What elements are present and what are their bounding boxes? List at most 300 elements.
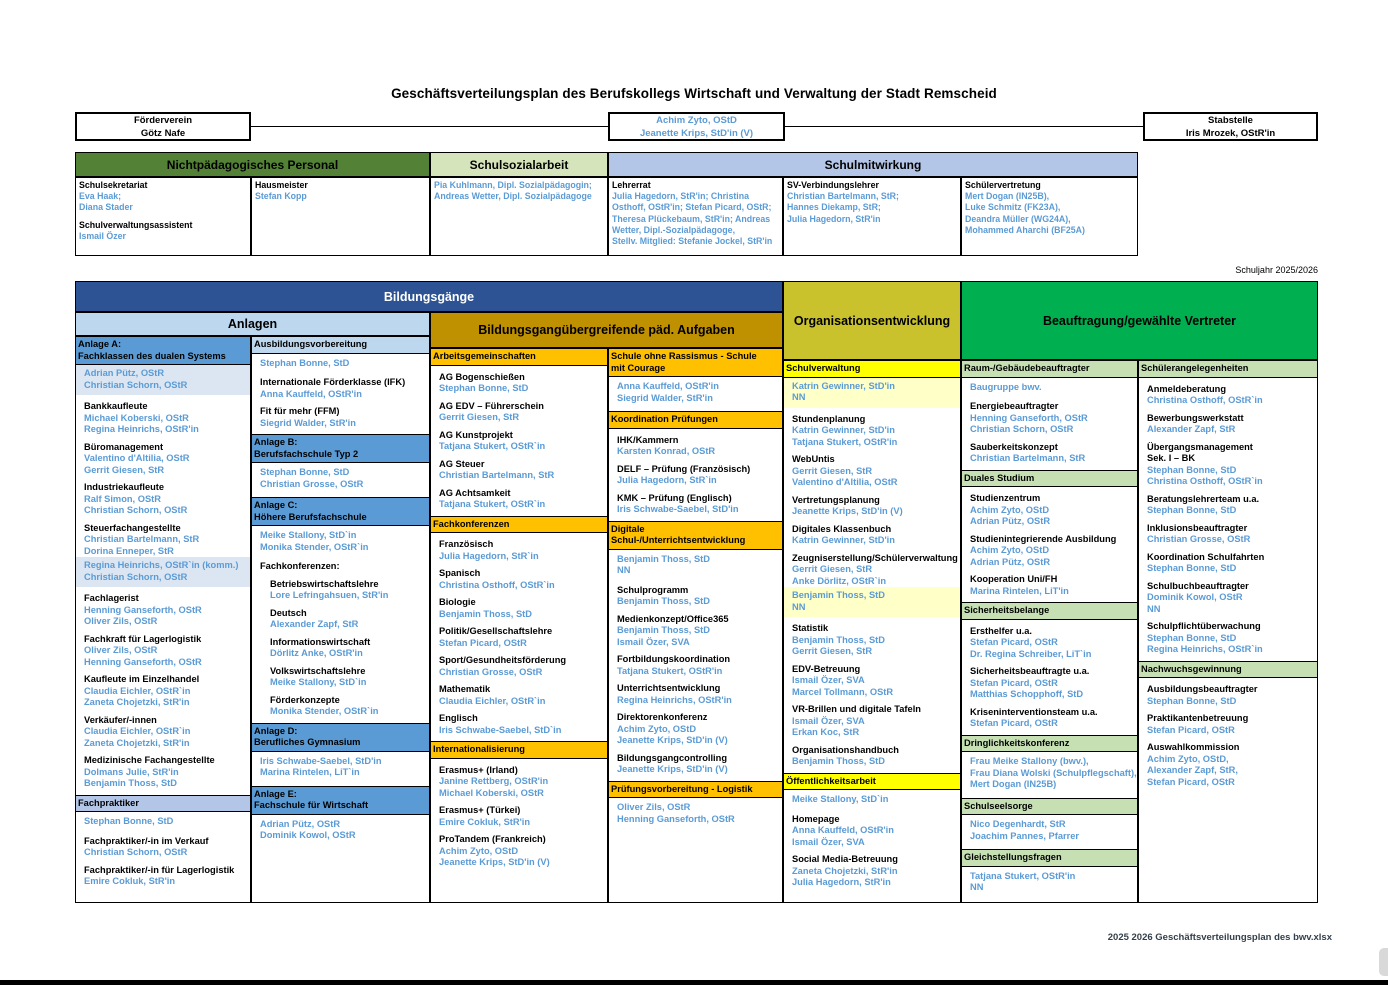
person-name: Regina Heinrichs, OStR`in [1147, 644, 1263, 654]
person-name: Christian Bartelmann, StR; [787, 191, 899, 202]
task-entry [252, 695, 429, 718]
task-title: Fit für mehr (FFM) [260, 406, 340, 416]
task-entry [609, 712, 782, 747]
section-header-line: Schulverwaltung [786, 363, 861, 373]
task-entry [431, 684, 607, 707]
section-header [962, 798, 1137, 816]
person-name: Tatjana Stukert, OStR`in [439, 441, 546, 451]
person-name: Christian Bartelmann, StR [84, 534, 200, 544]
task-title: Politik/Gesellschaftslehre [439, 626, 553, 636]
staff-band-header-1: Schulsozialarbeit [430, 152, 608, 177]
person-name: Ismail Özer, SVA [792, 715, 865, 726]
person-name: Mert Dogan (IN25B), [965, 191, 1050, 202]
person-name: Janine Rettberg, OStR'in [439, 776, 549, 786]
person-name: Marina Rintelen, LiT'in [970, 585, 1069, 596]
task-title: Kriseninterventionsteam u.a. [970, 706, 1098, 717]
person-name: Regina Heinrichs, OStR'in [617, 694, 732, 705]
section-header [609, 521, 782, 550]
person-name: Henning Ganseforth, OStR [970, 412, 1088, 423]
main-header-2: Bildungsgangübergreifende päd. Aufgaben [430, 312, 783, 348]
task-title: Ersthelfer u.a. [970, 625, 1033, 636]
section-header [252, 497, 429, 526]
plan-column-2 [430, 348, 608, 903]
task-entry [431, 713, 607, 736]
person-name: Lore Lefringahsuen, StR'in [270, 590, 389, 600]
staff-band-header-0: Nichtpädagogisches Personal [75, 152, 430, 177]
person-name: Emire Cokluk, StR'in [84, 876, 176, 886]
person-name: Frau Diana Wolski (Schulpflegschaft), [970, 767, 1137, 778]
section-header-line: Sicherheitsbelange [964, 605, 1050, 615]
names-group [609, 380, 782, 406]
person-name: Ralf Simon, OStR [84, 493, 161, 504]
plan-column-3 [608, 348, 783, 903]
names-group [784, 793, 960, 808]
task-entry [1139, 384, 1317, 407]
person-name: Marina Rintelen, LiT`in [260, 767, 360, 777]
task-title: Deutsch [270, 607, 307, 618]
task-title: Organisationshandbuch [792, 744, 899, 755]
person-name: Stefan Picard, OStR [439, 637, 527, 648]
staff-group-title: SV-Verbindungslehrer [787, 180, 879, 190]
person-name: Stephan Bonne, StD [1147, 563, 1237, 573]
person-name: Valentino d'Altilia, OStR [84, 453, 190, 463]
section-header-line: Fachpraktiker [78, 797, 139, 808]
person-name: Emire Cokluk, StR'in [439, 816, 531, 827]
person-name: Mohammed Aharchi (BF25A) [965, 224, 1085, 235]
task-entry [431, 805, 607, 828]
section-header-line: Duales Studium [964, 472, 1035, 483]
person-name: Julia Hagedorn, StR'in [787, 213, 881, 224]
main-header-3: Organisationsentwicklung [783, 281, 961, 360]
task-entry [784, 495, 960, 518]
section-header-line: Arbeitsgemeinschaften [433, 351, 536, 361]
person-name: Adrian Pütz, OStR [260, 818, 341, 829]
task-title: Medizinische Fachangestellte [84, 755, 215, 765]
org-box-0 [75, 112, 251, 141]
person-name: Claudia Eichler, OStR`in [84, 685, 191, 696]
plan-column-0 [75, 336, 251, 903]
person-name: Jeanette Krips, StD'in (V) [617, 764, 728, 774]
task-entry [962, 666, 1137, 701]
task-title: AG Kunstprojekt [439, 429, 513, 440]
task-entry [784, 414, 960, 449]
person-name: Stephan Bonne, StD [439, 383, 529, 393]
task-title: AG Achtsamkeit [439, 487, 511, 498]
org-box-line: Iris Mrozek, OStR'in [1185, 127, 1276, 139]
person-name: Siegrid Walder, StR'in [617, 392, 713, 403]
task-title: Förderkonzepte [270, 694, 340, 705]
section-header [76, 337, 250, 365]
person-name: Iris Schwabe-Saebel, StD'in [617, 504, 739, 514]
task-entry [1139, 413, 1317, 436]
person-name: Jeanette Krips, StD'in (V) [439, 857, 550, 867]
task-entry [1139, 742, 1317, 788]
person-name: Julia Hagedorn, StR'in [792, 877, 891, 887]
task-title: Industriekaufleute [84, 482, 165, 492]
person-name: Christian Grosse, OStR [260, 478, 364, 489]
staff-cell-3 [608, 177, 783, 256]
section-header [431, 349, 607, 366]
task-entry [431, 655, 607, 678]
person-name: Monika Stender, OStR`in [260, 541, 369, 552]
section-header-line: Gleichstellungsfragen [964, 852, 1062, 862]
person-name: Meike Stallony, StD`in [270, 677, 367, 687]
task-entry [76, 442, 250, 477]
person-name: Mert Dogan (IN25B) [970, 779, 1057, 789]
names-group [252, 755, 429, 781]
section-header [431, 741, 607, 759]
person-name: Oliver Zils, OStR [617, 802, 691, 812]
person-name: Dominik Kowol, OStR [260, 830, 356, 840]
task-entry [1139, 621, 1317, 656]
person-name: Meike Stallony, StD`in [792, 794, 889, 804]
staff-cell-0 [75, 177, 251, 256]
task-entry [76, 634, 250, 669]
task-entry [76, 755, 250, 790]
person-name: Julia Hagedorn, StR`in [617, 475, 717, 485]
task-title: VR-Brillen und digitale Tafeln [792, 704, 921, 714]
task-title: Studienzentrum [970, 493, 1041, 503]
task-entry [252, 579, 429, 602]
org-box-line: Götz Nafe [140, 127, 186, 139]
task-title: EDV-Betreuung [792, 663, 861, 674]
section-header-line: Nachwuchsgewinnung [1141, 663, 1242, 674]
staff-cell-4 [783, 177, 961, 256]
section-header [609, 411, 782, 429]
section-header-line: Prüfungsvorbereitung - Logistik [611, 783, 753, 794]
section-header-line: Anlage B: [254, 437, 298, 447]
task-title: Fortbildungskoordination [617, 654, 731, 664]
task-title: Stundenplanung [792, 413, 866, 424]
task-entry [784, 704, 960, 739]
task-title: Volkswirtschaftslehre [270, 665, 366, 676]
person-name: Henning Ganseforth, OStR [84, 656, 202, 667]
task-entry [431, 488, 607, 511]
person-name: Regina Heinrichs, OStR'in [84, 424, 199, 434]
staff-group-title: Schulverwaltungsassistent [79, 219, 193, 230]
task-entry [76, 482, 250, 517]
person-name: Henning Ganseforth, OStR [617, 813, 735, 824]
task-title: Fachlagerist [84, 593, 139, 603]
task-title: Homepage [792, 813, 840, 824]
person-name: Valentino d'Altilia, OStR [792, 477, 898, 487]
task-entry [252, 406, 429, 429]
task-entry [962, 534, 1137, 569]
names-group [76, 365, 250, 395]
person-name: Oliver Zils, OStR [84, 645, 158, 655]
task-entry [962, 626, 1137, 661]
person-name: Achim Zyto, OStD [439, 845, 519, 856]
section-header-line: Internationalisierung [433, 744, 525, 754]
names-group [962, 818, 1137, 844]
section-header [1139, 361, 1317, 378]
task-title: Koordination Schulfahrten [1147, 551, 1265, 562]
person-name: Stephan Bonne, StD [260, 357, 350, 368]
section-header-line: Digitale Schul-/Unterrichtsentwicklung [611, 523, 746, 545]
task-entry [431, 626, 607, 649]
person-name: NN [970, 882, 984, 892]
task-entry [1139, 494, 1317, 517]
person-name: Benjamin Thoss, StD [617, 596, 710, 606]
task-entry [609, 683, 782, 706]
section-header-line: Berufliches Gymnasium [254, 737, 361, 747]
task-title: Social Media-Betreuung [792, 854, 898, 864]
task-title: Erasmus+ (Türkei) [439, 805, 521, 815]
person-name: Karsten Konrad, OStR [617, 446, 716, 456]
staff-group [255, 180, 426, 202]
org-box-line: Stabstelle [1208, 114, 1253, 126]
main-header-4: Beauftragung/gewählte Vertreter [961, 281, 1318, 360]
scrollbar-nub[interactable] [1379, 948, 1388, 976]
task-title: Energiebeauftragter [970, 401, 1059, 411]
person-name: Stellv. Mitglied: Stefanie Jockel, StR'in [612, 236, 773, 247]
task-title: Sicherheitsbeauftragte u.a. [970, 666, 1090, 676]
task-entry [609, 614, 782, 649]
task-title: Direktorenkonferenz [617, 712, 708, 722]
person-name: Iris Schwabe-Saebel, StD`in [439, 724, 562, 735]
person-name: Alexander Zapf, StR [270, 619, 359, 629]
person-name: Gerrit Giesen, StR [792, 564, 873, 574]
person-name: Oliver Zils, OStR [84, 616, 158, 626]
person-name: Jeanette Krips, StD'in (V) [617, 735, 728, 745]
staff-group [79, 180, 247, 214]
person-name: Dörlitz Anke, OStR'in [270, 648, 363, 658]
person-name: Achim Zyto, OStD [970, 545, 1050, 555]
task-title: Englisch [439, 713, 478, 723]
person-name: Katrin Gewinner, StD'in [792, 535, 895, 545]
plan-column-6 [1138, 360, 1318, 903]
task-entry [784, 814, 960, 849]
task-title: Schulpflichtüberwachung [1147, 621, 1261, 631]
person-name: Benjamin Thoss, StD [792, 634, 885, 645]
section-header [609, 781, 782, 799]
task-title: Sek. I – BK [1147, 453, 1196, 463]
task-entry [76, 674, 250, 709]
section-header [609, 349, 782, 377]
org-box-line: Achim Zyto, OStD [656, 114, 737, 126]
task-title: Betriebswirtschaftslehre [270, 578, 379, 589]
person-name: Julia Hagedorn, StR'in; Christina [612, 191, 749, 202]
task-title: Schulprogramm [617, 584, 689, 595]
section-header-line: mit Courage [611, 362, 666, 373]
school-year-label: Schuljahr 2025/2026 [1235, 265, 1318, 275]
task-entry [962, 707, 1137, 730]
person-name: Christina Osthoff, OStR`in [1147, 476, 1263, 486]
person-name: Stephan Bonne, StD [1147, 632, 1237, 643]
task-title: Unterrichtsentwicklung [617, 683, 721, 693]
person-name: Christina Osthoff, OStR`in [1147, 395, 1263, 405]
task-title: Bewerbungswerkstatt [1147, 412, 1244, 423]
person-name: NN [792, 601, 806, 612]
task-entry [76, 715, 250, 750]
staff-group [965, 180, 1134, 236]
person-name: Dolmans Julie, StR'in [84, 766, 179, 777]
person-name: Benjamin Thoss, StD [439, 608, 532, 619]
task-title: Fachpraktiker/-in im Verkauf [84, 835, 209, 846]
names-group [962, 381, 1137, 396]
person-name: Osthoff, OStR'in; Stefan Picard, OStR; [612, 202, 772, 213]
document-title: Geschäftsverteilungsplan des Berufskollegs Wirtschaft und Verwaltung der Stadt Remscheid [391, 86, 997, 101]
person-name: Anke Dörlitz, OStR`in [792, 575, 887, 586]
task-title: Vertretungsplanung [792, 494, 880, 505]
main-header-1: Anlagen [75, 312, 430, 336]
person-name: Christian Bartelmann, StR [970, 453, 1086, 463]
person-name: Andreas Wetter, Dipl. Sozialpädagoge [434, 191, 592, 202]
names-group [784, 378, 960, 408]
task-title: Verkäufer/-innen [84, 714, 157, 725]
person-name: Ismail Özer, SVA [617, 636, 690, 647]
person-name: Meike Stallony, StD`in [260, 530, 357, 540]
task-title: Praktikantenbetreuung [1147, 713, 1249, 723]
task-title: Kooperation Uni/FH [970, 574, 1058, 584]
task-entry [784, 664, 960, 699]
person-name: Monika Stender, OStR`in [270, 706, 379, 716]
person-name: Christian Schorn, OStR [84, 379, 188, 390]
task-title: Beratungslehrerteam u.a. [1147, 493, 1260, 504]
person-name: Stefan Kopp [255, 191, 307, 202]
person-name: Benjamin Thoss, StD [84, 778, 177, 788]
task-entry [252, 608, 429, 631]
person-name: Stephan Bonne, StD [84, 816, 174, 826]
person-name: Zaneta Chojetzki, StR'in [84, 697, 190, 707]
person-name: NN [617, 565, 631, 575]
person-name: Stefan Picard, OStR [1147, 724, 1235, 735]
person-name: Michael Koberski, OStR [439, 787, 544, 798]
section-header-line: Koordination Prüfungen [611, 414, 718, 424]
person-name: Theresa Plückebaum, StR'in; Andreas [612, 213, 771, 224]
section-header [252, 434, 429, 463]
task-title: Auswahlkommission [1147, 742, 1240, 752]
staff-group-title: Schülervertretung [965, 180, 1041, 190]
person-name: Frau Meike Stallony (bwv.), [970, 756, 1089, 766]
task-title: Übergangsmanagement [1147, 441, 1253, 452]
task-title: IHK/Kammern [617, 434, 679, 445]
task-entry [609, 493, 782, 516]
task-title: Medienkonzept/Office365 [617, 613, 729, 624]
person-name: Adrian Pütz, OStR [970, 556, 1051, 567]
person-name: Nico Degenhardt, StR [970, 819, 1066, 829]
names-group [609, 801, 782, 827]
section-header-line: Berufsfachschule Typ 2 [254, 448, 359, 459]
task-title: Erasmus+ (Irland) [439, 764, 518, 775]
person-name: Stefan Picard, OStR [970, 677, 1058, 688]
task-entry [431, 597, 607, 620]
person-name: Benjamin Thoss, StD [617, 625, 710, 635]
section-header-line: Anlage A: [78, 339, 122, 349]
task-entry [431, 539, 607, 562]
staff-group-title: Schulsekretariat [79, 180, 148, 190]
section-header [431, 516, 607, 534]
person-name: Tatjana Stukert, OStR'in [970, 870, 1076, 881]
task-title: Kaufleute im Einzelhandel [84, 674, 200, 684]
person-name: Achim Zyto, OStD [617, 723, 697, 734]
person-name: Christian Schorn, OStR [84, 847, 188, 857]
section-header [962, 361, 1137, 378]
person-name: Stefan Picard, OStR [970, 637, 1058, 647]
org-box-line: Jeanette Krips, StD'in (V) [639, 127, 754, 139]
staff-group-title: Lehrerrat [612, 180, 651, 190]
task-entry [76, 865, 250, 888]
plan-column-4 [783, 360, 961, 903]
person-name: NN [792, 392, 806, 402]
section-header [962, 470, 1137, 488]
person-name: Stephan Bonne, StD [1147, 464, 1237, 475]
task-entry [431, 765, 607, 800]
plan-column-1 [251, 336, 430, 903]
task-entry [431, 401, 607, 424]
task-entry [609, 585, 782, 608]
person-name: Benjamin Thoss, StD [792, 756, 885, 766]
task-title: Zeugniserstellung/Schülerverwaltung [792, 552, 958, 563]
person-name: Stefan Picard, OStR [1147, 776, 1235, 787]
task-entry [76, 401, 250, 436]
task-title: Sport/Gesundheitsförderung [439, 655, 567, 665]
task-title: Ausbildungsbeauftragter [1147, 684, 1258, 694]
person-name: Wetter, Dipl.-Sozialpädagoge, [612, 224, 736, 235]
task-title: Bildungsgangcontrolling [617, 752, 728, 763]
org-connector-left [251, 126, 608, 127]
person-name: Claudia Eichler, OStR`in [84, 726, 191, 736]
task-title: Anmeldeberatung [1147, 383, 1227, 394]
task-entry [431, 430, 607, 453]
section-header [252, 723, 429, 752]
task-entry [962, 442, 1137, 465]
names-group [784, 587, 960, 617]
person-name: Christina Osthoff, OStR`in [439, 579, 555, 590]
task-entry [1139, 442, 1317, 488]
task-title: Steuerfachangestellte [84, 522, 181, 533]
person-name: Anna Kauffeld, OStR'in [260, 388, 362, 399]
person-name: Ismail Özer, SVA [792, 836, 865, 847]
task-entry [784, 854, 960, 889]
names-group [252, 357, 429, 372]
person-name: Stephan Bonne, StD [1147, 695, 1237, 706]
person-name: Tatjana Stukert, OStR'in [617, 665, 723, 676]
section-header [962, 735, 1137, 753]
task-title: KMK – Prüfung (Englisch) [617, 492, 732, 503]
task-title: Inklusionsbeauftragter [1147, 522, 1248, 533]
staff-band-header-2: Schulmitwirkung [608, 152, 1138, 177]
section-header-line: Schulseelsorge [964, 800, 1033, 811]
task-entry [1139, 552, 1317, 575]
section-header-line: Raum-/Gebäudebeauftragter [964, 363, 1090, 373]
task-title: Biologie [439, 597, 476, 607]
task-entry [784, 454, 960, 489]
staff-group [434, 180, 604, 202]
task-entry [609, 753, 782, 776]
task-entry [1139, 581, 1317, 616]
person-name: Stephan Bonne, StD [260, 467, 350, 477]
task-title: Schulbuchbeauftragter [1147, 580, 1249, 591]
person-name: Iris Schwabe-Saebel, StD'in [260, 755, 382, 766]
task-entry [76, 593, 250, 628]
person-name: Siegrid Walder, StR'in [260, 417, 356, 428]
person-name: Gerrit Giesen, StR [792, 465, 873, 476]
person-name: Katrin Gewinner, StD'in [792, 380, 895, 391]
org-connector-right [785, 126, 1143, 127]
names-group [962, 755, 1137, 793]
person-name: Benjamin Thoss, StD [792, 590, 885, 600]
section-header-line: Anlage D: [254, 725, 298, 736]
section-header [1139, 661, 1317, 679]
org-box-1 [608, 112, 785, 141]
person-name: Tatjana Stukert, OStR'in [792, 436, 898, 447]
section-header-line: Fachkonferenzen [433, 518, 510, 529]
section-header-line: Fachklassen des dualen Systems [78, 350, 226, 361]
names-group [76, 815, 250, 830]
names-group [962, 870, 1137, 896]
person-name: Baugruppe bwv. [970, 381, 1042, 392]
